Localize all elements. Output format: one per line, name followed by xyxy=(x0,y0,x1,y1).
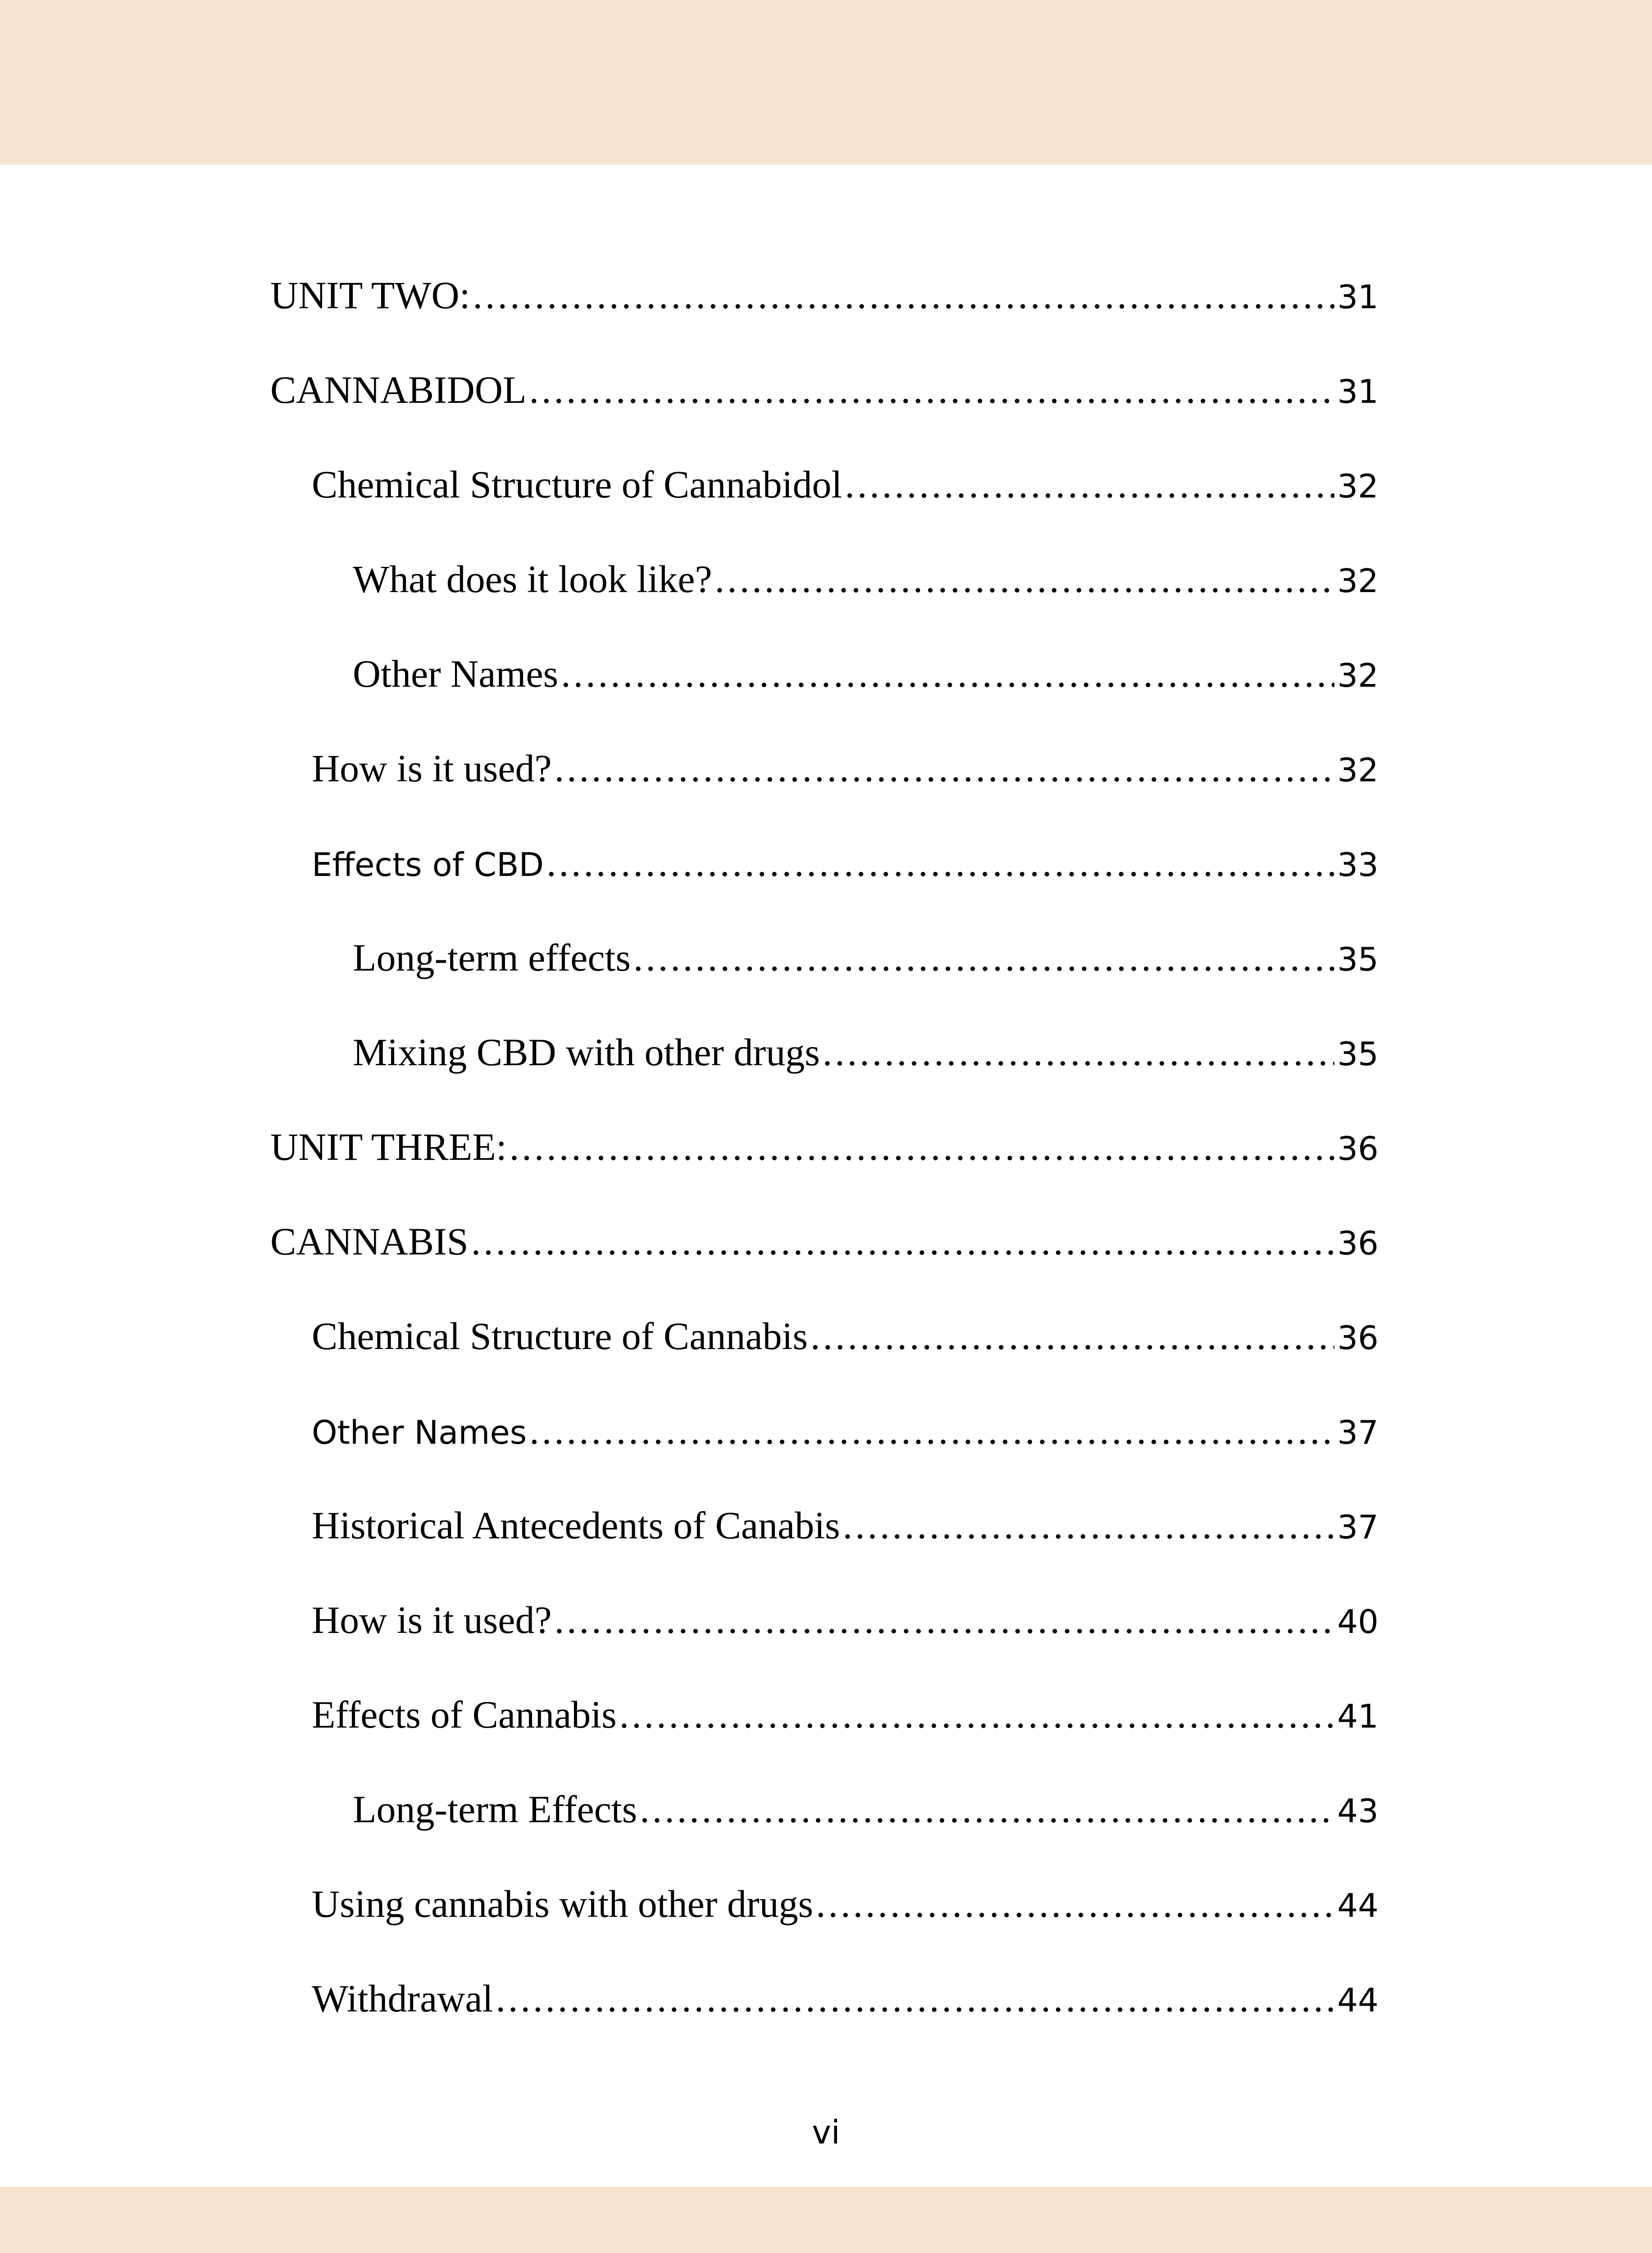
toc-dot-leader xyxy=(810,1313,1334,1359)
toc-entry-title: CANNABIDOL xyxy=(270,368,527,411)
page-number: vi xyxy=(812,2113,840,2151)
toc-entry[interactable] xyxy=(312,746,1379,800)
toc-dot-leader xyxy=(473,273,1334,318)
toc-page-number: 33 xyxy=(1337,846,1379,884)
toc-entry-title: Other Names xyxy=(312,1414,527,1451)
toc-dot-leader xyxy=(546,840,1334,885)
toc-entry[interactable] xyxy=(312,1313,1379,1368)
toc-page-number: 44 xyxy=(1337,1981,1379,2019)
toc-entry-title: Effects of CBD xyxy=(312,846,544,884)
toc-page-number: 35 xyxy=(1337,1035,1379,1073)
toc-page-number: 31 xyxy=(1337,278,1379,316)
toc-dot-leader xyxy=(555,1597,1335,1642)
toc-entry[interactable] xyxy=(353,651,1379,705)
toc-entry[interactable] xyxy=(270,1124,1379,1178)
toc-dot-leader xyxy=(510,1124,1335,1169)
toc-dot-leader xyxy=(555,746,1335,791)
toc-entry-title: Other Names xyxy=(353,652,559,695)
toc-entry[interactable] xyxy=(353,556,1379,611)
toc-entry-title: Long-term Effects xyxy=(353,1788,637,1831)
toc-dot-leader xyxy=(816,1881,1334,1926)
toc-page-number: 36 xyxy=(1337,1224,1379,1262)
toc-page-number: 37 xyxy=(1337,1414,1379,1451)
toc-page-number: 37 xyxy=(1337,1508,1379,1546)
toc-dot-leader xyxy=(823,1030,1335,1075)
toc-dot-leader xyxy=(715,556,1335,602)
toc-entry[interactable] xyxy=(312,1503,1379,1557)
toc-dot-leader xyxy=(640,1787,1334,1832)
toc-page-number: 40 xyxy=(1337,1603,1379,1641)
toc-entry[interactable] xyxy=(312,1976,1379,2030)
toc-page-number: 31 xyxy=(1337,373,1379,410)
toc-entry[interactable] xyxy=(312,1692,1379,1746)
toc-entry-title: Long-term effects xyxy=(353,936,631,979)
toc-page-number: 36 xyxy=(1337,1319,1379,1357)
toc-entry[interactable] xyxy=(312,1408,1379,1462)
bottom-decorative-band xyxy=(0,2187,1652,2253)
toc-entry[interactable] xyxy=(312,840,1379,894)
toc-entry[interactable] xyxy=(312,462,1379,516)
toc-entry-title: UNIT TWO: xyxy=(270,274,470,317)
toc-entry[interactable] xyxy=(270,367,1379,421)
toc-entry[interactable] xyxy=(353,1030,1379,1084)
toc-entry-title: UNIT THREE: xyxy=(270,1125,507,1168)
toc-dot-leader xyxy=(471,1219,1335,1264)
toc-page-number: 32 xyxy=(1337,751,1379,789)
toc-entry-title: Mixing CBD with other drugs xyxy=(353,1031,820,1074)
toc-dot-leader xyxy=(633,935,1335,980)
toc-entry[interactable] xyxy=(353,935,1379,989)
toc-entry-title: How is it used? xyxy=(312,747,552,790)
toc-entry-title: How is it used? xyxy=(312,1598,552,1642)
toc-entry[interactable] xyxy=(270,1219,1379,1273)
toc-entry-title: What does it look like? xyxy=(353,557,712,601)
toc-entry[interactable] xyxy=(270,273,1379,327)
toc-dot-leader xyxy=(496,1976,1335,2021)
toc-dot-leader xyxy=(619,1692,1335,1737)
toc-page-number: 35 xyxy=(1337,940,1379,978)
toc-entry-title: Withdrawal xyxy=(312,1977,493,2020)
toc-entry[interactable] xyxy=(312,1881,1379,1935)
toc-entry-title: Using cannabis with other drugs xyxy=(312,1882,814,1925)
toc-page-number: 32 xyxy=(1337,467,1379,505)
toc-page-number: 32 xyxy=(1337,657,1379,694)
toc-entry-title: Chemical Structure of Cannabis xyxy=(312,1314,808,1358)
toc-dot-leader xyxy=(529,367,1335,412)
toc-entry-title: Chemical Structure of Cannabidol xyxy=(312,463,842,506)
toc-entry-title: CANNABIS xyxy=(270,1220,469,1263)
toc-page-number: 32 xyxy=(1337,562,1379,600)
toc-page-number: 36 xyxy=(1337,1130,1379,1168)
toc-page-number: 41 xyxy=(1337,1697,1379,1735)
toc-dot-leader xyxy=(529,1408,1334,1453)
toc-entry[interactable] xyxy=(312,1597,1379,1651)
toc-dot-leader xyxy=(843,1503,1335,1548)
toc-entry-title: Historical Antecedents of Canabis xyxy=(312,1504,840,1547)
toc-page-number: 44 xyxy=(1337,1887,1379,1925)
toc-dot-leader xyxy=(561,651,1334,696)
toc-entry[interactable] xyxy=(353,1787,1379,1841)
toc-page-number: 43 xyxy=(1337,1792,1379,1830)
toc-entry-title: Effects of Cannabis xyxy=(312,1693,617,1736)
toc-dot-leader xyxy=(845,462,1334,507)
